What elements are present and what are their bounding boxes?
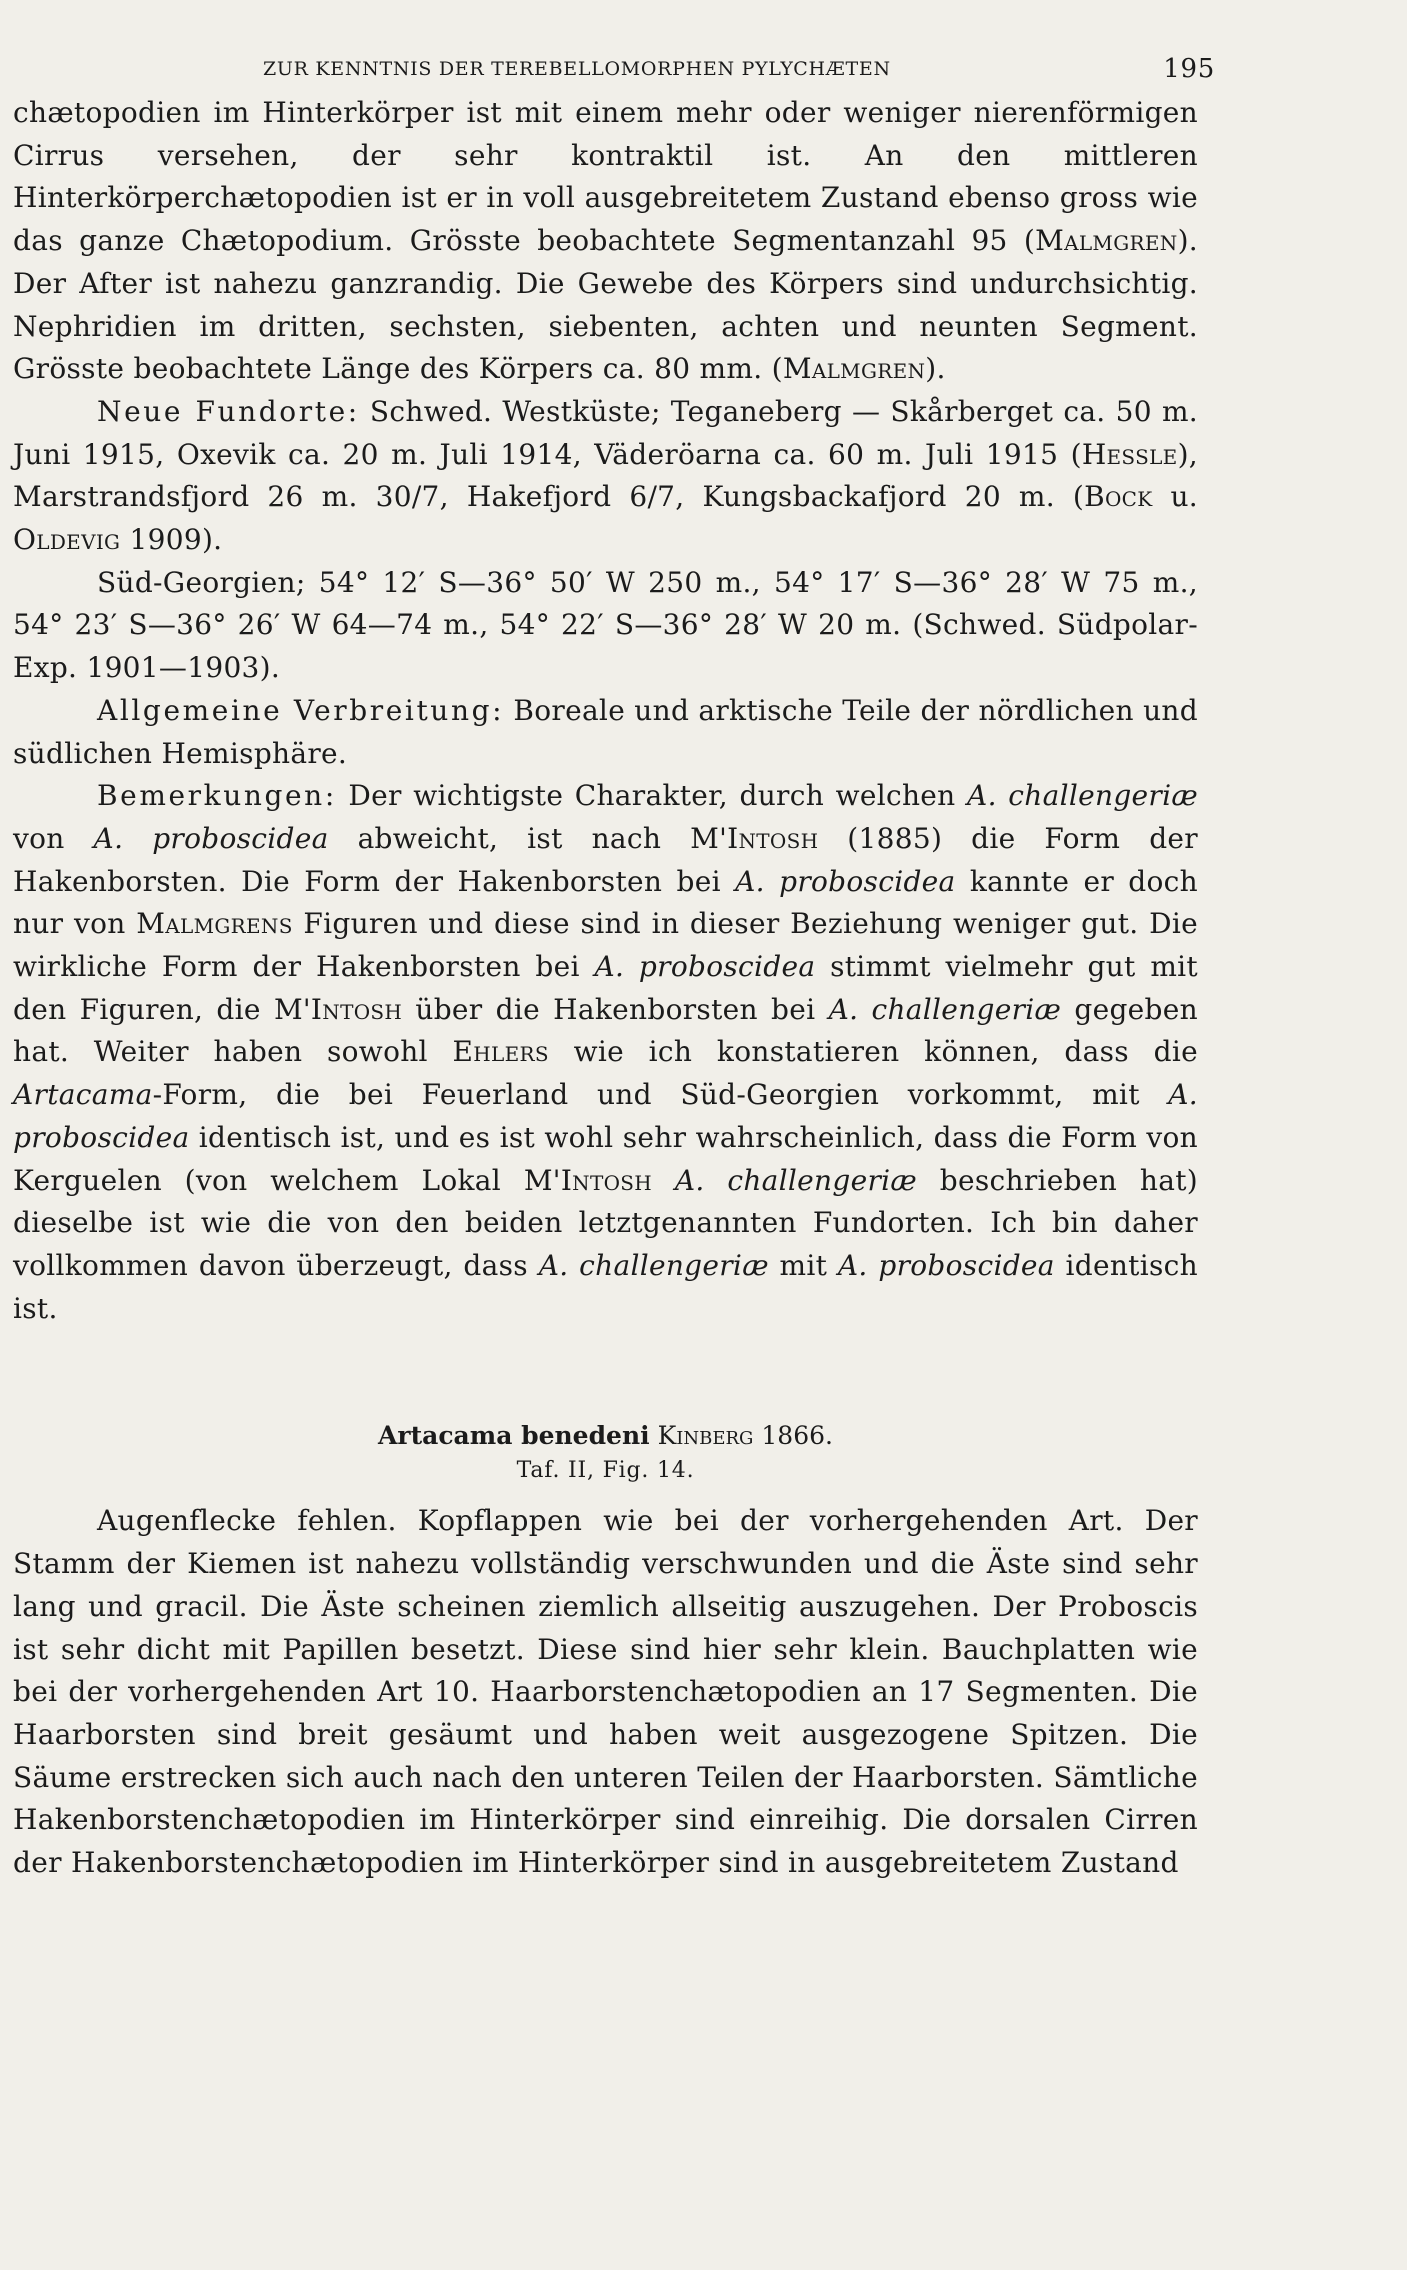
species-title-name: Artacama benedeni [378,1421,650,1451]
text-run: , Kungsbackafjord 20 m. ( [675,480,1085,514]
text-run: ). Der After ist nahezu ganzrandig. Die Gewebe des Körpers sind undurchsichtig. Nephridien im dritten, sechsten, siebenten, achten und neunten Segment. Grösste beobachtete Länge des Körpers ca. 80 mm. ( [13,224,1198,386]
author-name: Ehlers [452,1035,549,1069]
paragraph-remarks [13,775,1198,1330]
date-fraction: 30/7 [375,480,440,514]
species-name: A. proboscidea [735,864,956,898]
text-run: gegeben hat. Weiter haben sowohl [13,992,1198,1069]
paragraph-species-description: Augenflecke fehlen. Kopflappen wie bei der vorhergehenden Art. Der Stamm der Kiemen ist nahezu vollständig verschwunden und die Äste sind sehr lang und gracil. Die Äste scheinen ziemlich allseitig auszugehen. Der Proboscis ist sehr dicht mit Papillen besetzt. Diese sind hier sehr klein. Bauchplatten wie bei der vorhergehenden Art 10. Haarborstenchætopodien an 17 Segmenten. Die Haarborsten sind breit gesäumt und haben weit ausgezogene Spitzen. Die Säume erstrecken sich auch nach den unteren Teilen der Haarborsten. Sämtliche Hakenborstenchætopodien im Hinterkörper sind einreihig. Die dorsalen Cirren der Hakenborstenchætopodien im Hinterkörper sind in ausgebreitetem Zustand [13,1504,1198,1880]
page-header [13,52,1215,92]
author-name: Malmgren [782,352,926,386]
text-run: ), Marstrandsfjord 26 m. [13,437,1198,514]
species-name: A. proboscidea [837,1248,1055,1282]
author-name: Hessle [1081,437,1178,471]
section-artacama-benedeni [13,1500,1198,1884]
plate-reference: Taf. II, Fig. 14. [516,1458,695,1484]
species-name: A. challengeriæ [674,1163,918,1197]
text-run: , Hakefjord [439,480,630,514]
text-run: chætopodien im Hinterkörper ist mit einem mehr oder weniger nierenförmigen Cirrus versehen, der sehr kontraktil ist. An den mittleren Hinterkörperchætopodien ist er in voll ausgebreitetem Zustand ebenso gross wie das ganze Chætopodium. Grösste beobachtete Segmentanzahl 95 ( [13,96,1198,258]
paragraph-south-georgia [13,562,1198,690]
text-run: über die Hakenborsten bei [402,992,829,1026]
text-run: Der wichtigste Charakter, durch welchen [336,779,968,813]
text-run: von [13,821,94,855]
species-name: A. challengeriæ [828,992,1062,1026]
species-heading [13,1418,1198,1488]
species-title-author: Kinberg [657,1421,754,1451]
text-run: stimmt vielmehr gut mit den Figuren, die M' [13,950,1198,1026]
species-title [13,1418,1198,1454]
author-name: Intosh [727,821,819,855]
paragraph-new-localities [13,391,1198,562]
section-previous-species [13,92,1198,1330]
paragraph-label: Neue Fundorte: [97,394,360,428]
text-run: -Form, die bei Feuerland und Süd-Georgien vorkommt, mit [152,1078,1169,1112]
text-run: beschrieben hat) dieselbe ist wie die von den beiden letztgenannten Fundorten. Ich bin daher vollkommen davon überzeugt, dass [13,1163,1198,1282]
text-run: mit [768,1248,838,1282]
text-run: abweicht, ist nach M' [328,821,728,855]
text-run: (1885) die Form der Hakenborsten. Die Form der Hakenborsten bei [13,821,1198,898]
author-name: Intosh [310,992,403,1026]
author-name: Malmgrens [136,907,293,941]
running-head: ZUR KENNTNIS DER TEREBELLOMORPHEN PYLYCHÆTEN [263,58,891,80]
date-fraction: 6/7 [629,480,676,514]
species-title-year: 1866. [753,1421,833,1451]
text-run [652,1164,675,1197]
genus-name: Artacama [13,1078,153,1112]
paragraph-description-end [13,92,1198,391]
text-run: 1909). [120,523,223,557]
author-name: Oldevig [13,523,121,557]
author-name: Bock [1084,480,1153,514]
text-run: identisch ist. [13,1248,1198,1325]
text-run: Figuren und diese sind in dieser Beziehung weniger gut. Die wirkliche Form der Hakenborsten bei [13,907,1198,984]
page-number: 195 [1163,54,1215,84]
text-run: Schwed. Westküste; Teganeberg — Skårberget ca. 50 m. Juni 1915, Oxevik ca. 20 m. Juli 1914, Väderöarna ca. 60 m. Juli 1915 ( [13,394,1198,471]
text-run: Boreale und arktische Teile der nördlichen und südlichen Hemisphäre. [13,693,1198,770]
species-name: A. proboscidea [13,1078,1198,1154]
author-name: Malmgren [1035,224,1178,258]
author-name: Intosh [560,1163,653,1197]
species-name: A. challengeriæ [538,1248,769,1282]
text-run: wie ich konstatieren können, dass die [548,1035,1198,1069]
text-run: kannte er doch nur von [13,864,1198,941]
species-name: A. challengeriæ [967,779,1198,813]
text-run: identisch ist, und es ist wohl sehr wahrscheinlich, dass die Form von Kerguelen (von welchem Lokal M' [13,1120,1198,1197]
paragraph-distribution [13,690,1198,775]
species-name: A. proboscidea [93,821,329,855]
species-name: A. proboscidea [594,950,816,984]
text-run: Süd-Georgien; 54° 12′ S—36° 50′ W 250 m., 54° 17′ S—36° 28′ W 75 m., 54° 23′ S—36° 26′ W 64—74 m., 54° 22′ S—36° 28′ W 20 m. (Schwed. Südpolar-Exp. 1901—1903). [13,565,1198,685]
paragraph-label: Allgemeine Verbreitung: [97,693,505,727]
text-run: u. [1152,480,1199,514]
paragraph-label: Bemerkungen: [97,779,337,813]
text-run: ). [925,352,946,386]
